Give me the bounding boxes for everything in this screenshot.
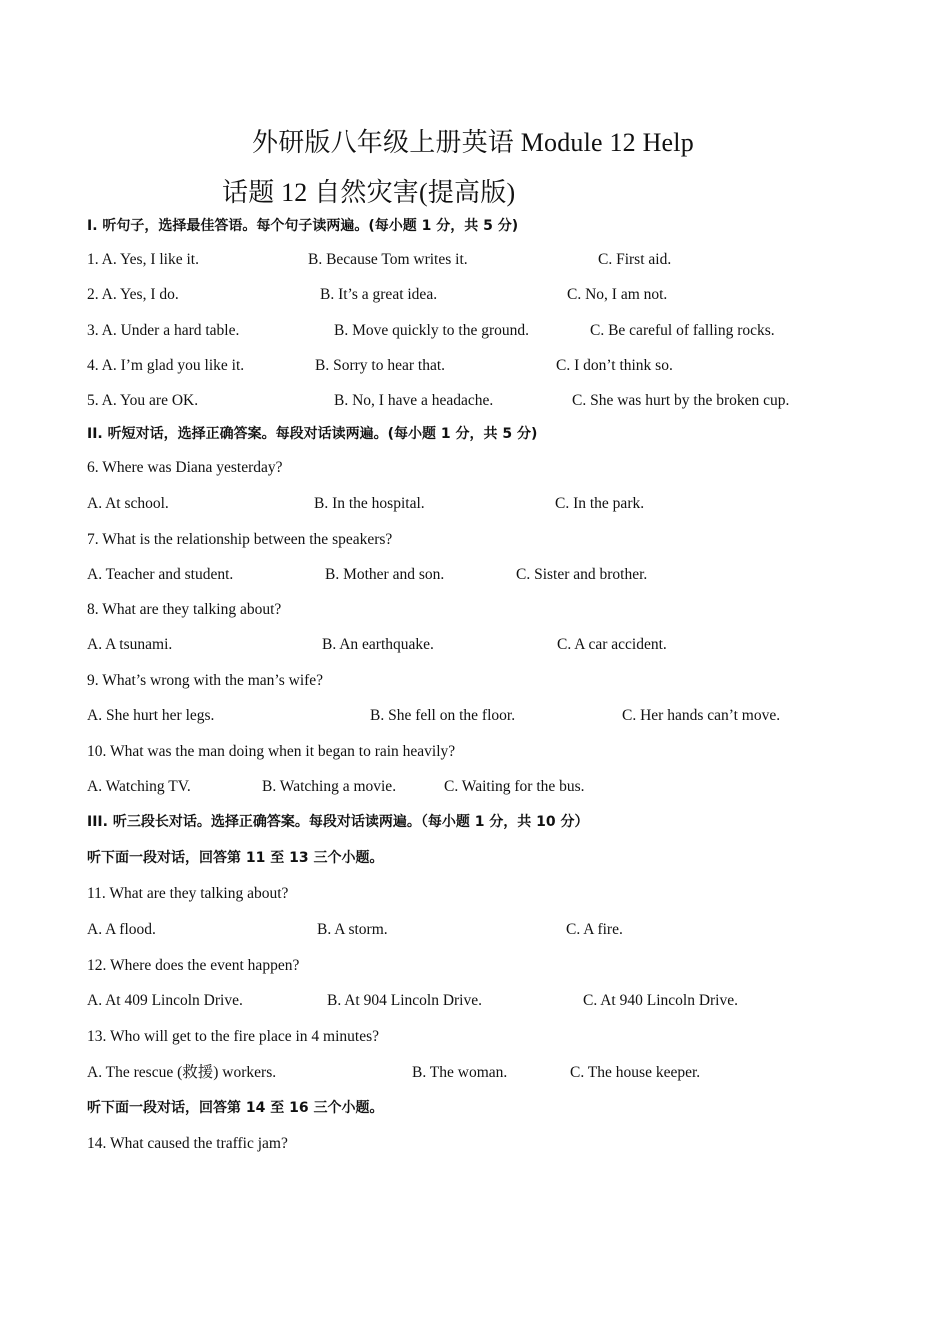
option-c: C. No, I am not. [567, 286, 668, 303]
option-c: C. She was hurt by the broken cup. [572, 392, 790, 409]
option-c: C. A fire. [566, 921, 623, 938]
option-a: A. A flood. [87, 921, 156, 938]
option-c: C. Waiting for the bus. [444, 778, 585, 795]
option-b: B. It’s a great idea. [320, 286, 438, 303]
option-a: 1. A. Yes, I like it. [87, 251, 199, 268]
option-b: B. Because Tom writes it. [308, 251, 468, 268]
option-c: C. In the park. [555, 495, 645, 512]
option-c: C. At 940 Lincoln Drive. [583, 992, 738, 1009]
option-a: A. At school. [87, 495, 169, 512]
option-b: B. A storm. [317, 921, 388, 938]
question-8: 8. What are they talking about? [87, 601, 282, 618]
option-b: B. At 904 Lincoln Drive. [327, 992, 482, 1009]
section-3-subheading-1: 听下面一段对话，回答第 11 至 13 三个小题。 [87, 850, 384, 866]
option-b: B. Mother and son. [325, 566, 445, 583]
question-13: 13. Who will get to the fire place in 4 minutes? [87, 1028, 379, 1045]
option-c: C. The house keeper. [570, 1064, 701, 1081]
document-title: 外研版八年级上册英语 Module 12 Help [252, 128, 694, 157]
option-c: C. Her hands can’t move. [622, 707, 781, 724]
option-a: 4. A. I’m glad you like it. [87, 357, 245, 374]
option-a: A. At 409 Lincoln Drive. [87, 992, 243, 1009]
option-c: C. First aid. [598, 251, 672, 268]
option-b: B. Move quickly to the ground. [334, 322, 530, 339]
document-subtitle: 话题 12 自然灾害(提高版) [222, 178, 516, 207]
option-c: C. I don’t think so. [556, 357, 673, 374]
option-b: B. In the hospital. [314, 495, 425, 512]
option-a: 2. A. Yes, I do. [87, 286, 179, 303]
option-a: A. She hurt her legs. [87, 707, 215, 724]
option-a: A. Watching TV. [87, 778, 191, 795]
question-12: 12. Where does the event happen? [87, 957, 300, 974]
option-c: C. Be careful of falling rocks. [590, 322, 775, 339]
option-b: B. Sorry to hear that. [315, 357, 446, 374]
option-c: C. A car accident. [557, 636, 667, 653]
option-b: B. An earthquake. [322, 636, 434, 653]
section-3-subheading-2: 听下面一段对话，回答第 14 至 16 三个小题。 [87, 1100, 384, 1116]
section-3-heading: III. 听三段长对话。选择正确答案。每段对话读两遍。（每小题 1 分，共 10 分） [87, 814, 589, 830]
question-9: 9. What’s wrong with the man’s wife? [87, 672, 324, 689]
option-a: 3. A. Under a hard table. [87, 322, 240, 339]
question-10: 10. What was the man doing when it began to rain heavily? [87, 743, 456, 760]
option-a: A. Teacher and student. [87, 566, 234, 583]
option-b: B. Watching a movie. [262, 778, 397, 795]
section-1-heading: I. 听句子，选择最佳答语。每个句子读两遍。(每小题 1 分，共 5 分) [87, 218, 519, 234]
option-b: B. The woman. [412, 1064, 508, 1081]
option-c: C. Sister and brother. [516, 566, 648, 583]
option-b: B. No, I have a headache. [334, 392, 494, 409]
question-14: 14. What caused the traffic jam? [87, 1135, 288, 1152]
question-6: 6. Where was Diana yesterday? [87, 459, 283, 476]
section-2-heading: II. 听短对话，选择正确答案。每段对话读两遍。(每小题 1 分，共 5 分) [87, 426, 538, 442]
question-7: 7. What is the relationship between the speakers? [87, 531, 393, 548]
option-a: A. The rescue (救援) workers. [87, 1064, 277, 1081]
question-11: 11. What are they talking about? [87, 885, 289, 902]
option-b: B. She fell on the floor. [370, 707, 516, 724]
option-a: 5. A. You are OK. [87, 392, 199, 409]
option-a: A. A tsunami. [87, 636, 173, 653]
